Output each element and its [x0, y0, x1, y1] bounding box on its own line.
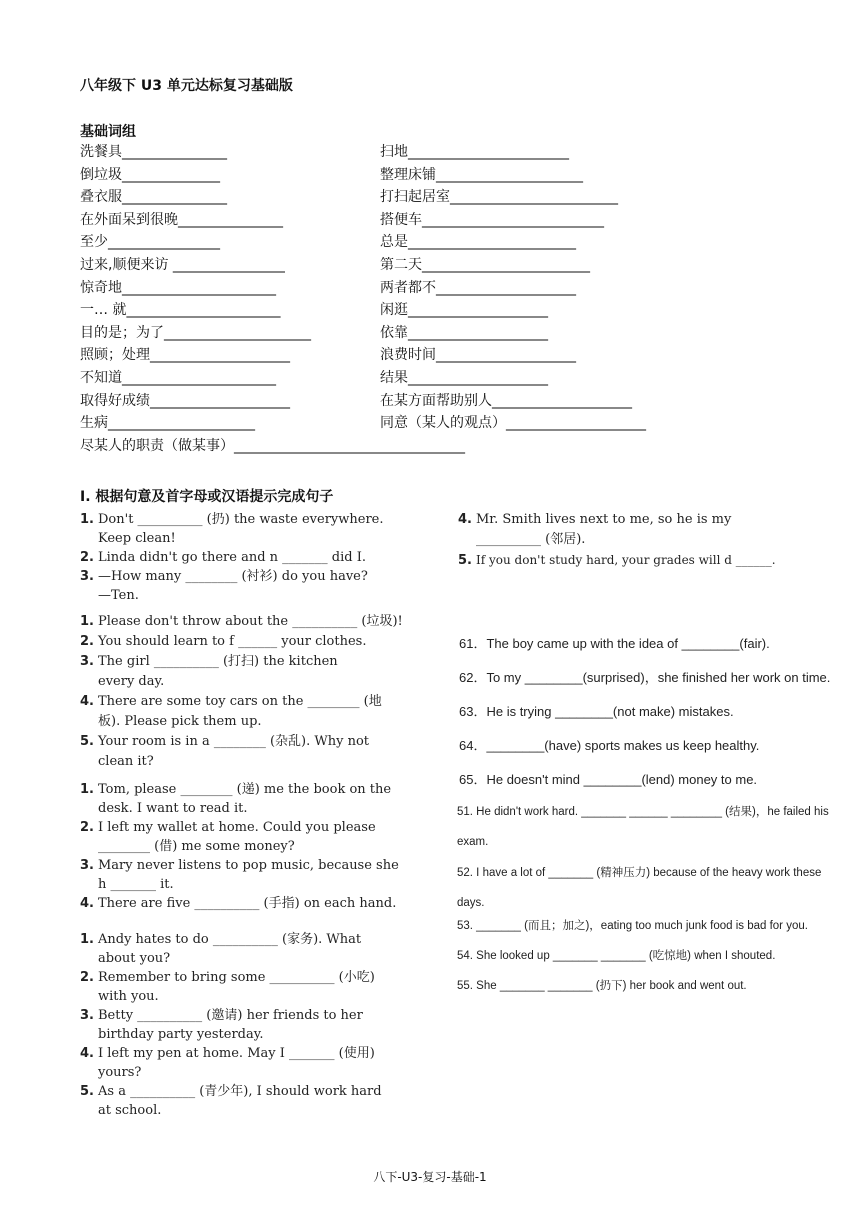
vocab-item: 打扫起居室________________________	[380, 189, 618, 206]
vocab-right-column	[380, 142, 646, 436]
right-mid-item: 65．He doesn't mind ________(lend) money to me.	[459, 772, 758, 787]
vocab-item: 照顾；处理____________________	[80, 347, 290, 364]
question-number: 1.	[80, 932, 94, 947]
question	[80, 818, 430, 856]
question-text: I left my pen at home. May I _______ (使用)	[98, 1046, 375, 1061]
question-text: Linda didn't go there and n _______ did I.	[98, 550, 366, 565]
question-text: Betty __________ (邀请) her friends to her	[98, 1008, 363, 1023]
question-number: 3.	[80, 858, 94, 873]
vocab-left-column	[80, 142, 311, 436]
question	[80, 692, 430, 732]
question-number: 4.	[80, 1046, 94, 1061]
question-text: Andy hates to do __________ (家务). What	[98, 932, 362, 947]
vocab-item: 闲逛____________________	[380, 302, 548, 319]
vocab-item: 过来,顺便来访 ________________	[80, 256, 285, 273]
question-text: Please don't throw about the __________ (垃圾)!	[98, 614, 403, 629]
question	[80, 894, 430, 913]
question	[80, 1082, 430, 1120]
vocab-last-item: 尽某人的职责（做某事）_________________________________	[80, 438, 465, 454]
question	[80, 567, 430, 605]
vocab-item: 在某方面帮助别人____________________	[380, 392, 632, 409]
vocab-item: 叠衣服_______________	[80, 189, 227, 206]
page-title: 八年级下 U3 单元达标复习基础版	[80, 78, 293, 94]
vocab-item: 目的是；为了_____________________	[80, 324, 311, 341]
question-text: I left my wallet at home. Could you please	[98, 820, 376, 835]
question-text: Mary never listens to pop music, because she	[98, 858, 399, 873]
question-number: 3.	[80, 1008, 94, 1023]
question-text: Mr. Smith lives next to me, so he is my	[476, 512, 732, 527]
question-continuation: at school.	[98, 1103, 162, 1118]
question-number: 2.	[80, 634, 94, 649]
question	[80, 856, 430, 894]
question-continuation: ________ (借) me some money?	[98, 839, 295, 854]
question-number: 5.	[80, 1084, 94, 1099]
exercise-group	[458, 510, 788, 571]
right-bottom-item: 54. She looked up _______ _______ (吃惊地) when I shouted.	[457, 950, 776, 962]
question-text: Your room is in a ________ (杂乱). Why not	[98, 734, 370, 749]
vocab-section-heading: 基础词组	[80, 124, 136, 140]
vocab-item: 总是________________________	[380, 234, 576, 251]
question-continuation: desk. I want to read it.	[98, 801, 248, 816]
question	[80, 1044, 430, 1082]
part1-heading: Ⅰ. 根据句意及首字母或汉语提示完成句子	[80, 489, 334, 505]
question-text: Don't __________ (扔) the waste everywhere.	[98, 512, 384, 527]
question-number: 5.	[458, 553, 472, 568]
vocab-item: 取得好成绩____________________	[80, 392, 290, 409]
question-number: 5.	[80, 734, 94, 749]
vocab-item: 一… 就______________________	[80, 302, 281, 319]
question-number: 2.	[80, 550, 94, 565]
right-bottom-item: 52. I have a lot of _______ (精神压力) because of the heavy work these days.	[457, 867, 822, 909]
right-mid-item: 63．He is trying ________(not make) mistakes.	[459, 704, 734, 719]
question-number: 4.	[80, 694, 94, 709]
question	[80, 968, 430, 1006]
question	[80, 632, 430, 652]
vocab-item: 依靠____________________	[380, 324, 548, 341]
question-number: 4.	[80, 896, 94, 911]
vocab-item: 两者都不____________________	[380, 279, 576, 296]
right-bottom-item: 53. _______ (而且；加之)，eating too much junk food is bad for you.	[457, 920, 808, 932]
question-number: 4.	[458, 512, 472, 527]
question	[80, 732, 430, 772]
vocab-item: 至少________________	[80, 234, 220, 251]
question	[80, 612, 430, 632]
vocab-item: 搭便车__________________________	[380, 211, 604, 228]
vocab-item: 倒垃圾______________	[80, 166, 220, 183]
question-continuation: yours?	[98, 1065, 142, 1080]
question-number: 1.	[80, 512, 94, 527]
question	[80, 652, 430, 692]
question-number: 3.	[80, 654, 94, 669]
question-text: There are some toy cars on the ________ (地	[98, 694, 382, 709]
vocab-item: 生病_____________________	[80, 415, 255, 432]
vocab-item: 结果____________________	[380, 369, 548, 386]
question-number: 2.	[80, 820, 94, 835]
exercise-group	[80, 612, 430, 772]
question-continuation: 板). Please pick them up.	[98, 714, 262, 729]
vocab-item: 扫地_______________________	[380, 144, 569, 160]
question-continuation: h _______ it.	[98, 877, 174, 892]
question-continuation: —Ten.	[98, 588, 139, 603]
exercise-group	[80, 510, 430, 605]
question	[80, 780, 430, 818]
exercise-group	[80, 930, 430, 1120]
question-text: As a __________ (青少年), I should work hard	[98, 1084, 382, 1099]
vocab-item: 惊奇地______________________	[80, 279, 276, 296]
vocab-item: 浪费时间____________________	[380, 347, 576, 364]
question-text: Tom, please ________ (递) me the book on the	[98, 782, 392, 797]
question-number: 1.	[80, 614, 94, 629]
question-text: There are five __________ (手指) on each hand.	[98, 896, 397, 911]
vocab-item: 在外面呆到很晚_______________	[80, 211, 283, 228]
question	[80, 510, 430, 548]
question-continuation: birthday party yesterday.	[98, 1027, 264, 1042]
question-continuation: about you?	[98, 951, 171, 966]
question	[80, 930, 430, 968]
exercise-group	[80, 780, 430, 913]
question-text: You should learn to f ______ your clothes.	[98, 634, 367, 649]
question-text: The girl __________ (打扫) the kitchen	[98, 654, 338, 669]
question-continuation: with you.	[98, 989, 159, 1004]
question	[80, 548, 430, 567]
question-text: —How many ________ (衬衫) do you have?	[98, 569, 368, 584]
question	[458, 510, 788, 550]
question-continuation: __________ (邻居).	[476, 532, 586, 547]
question-number: 3.	[80, 569, 94, 584]
right-mid-item: 61．The boy came up with the idea of ________(fair).	[459, 636, 770, 651]
page-footer: 八下-U3-复习-基础-1	[373, 1170, 487, 1184]
question-continuation: every day.	[98, 674, 165, 689]
vocab-item: 同意（某人的观点）____________________	[380, 415, 646, 432]
question-text: Remember to bring some __________ (小吃)	[98, 970, 375, 985]
right-mid-item: 62．To my ________(surprised)，she finished her work on time.	[459, 670, 831, 685]
question-text: If you don't study hard, your grades will d ______.	[476, 553, 776, 567]
right-bottom-item: 51. He didn't work hard. _______ ______ ________ (结果)，he failed his exam.	[457, 806, 829, 848]
question	[80, 1006, 430, 1044]
vocab-item: 不知道______________________	[80, 369, 276, 386]
vocab-item: 整理床铺_____________________	[380, 166, 583, 183]
right-bottom-item: 55. She _______ _______ (扔下) her book and went out.	[457, 980, 747, 992]
question-continuation: clean it?	[98, 754, 154, 769]
right-mid-item: 64．________(have) sports makes us keep healthy.	[459, 738, 760, 753]
question	[458, 550, 788, 571]
vocab-item: 洗餐具_______________	[80, 144, 227, 160]
question-continuation: Keep clean!	[98, 531, 176, 546]
vocab-item: 第二天________________________	[380, 256, 590, 273]
question-number: 2.	[80, 970, 94, 985]
question-number: 1.	[80, 782, 94, 797]
